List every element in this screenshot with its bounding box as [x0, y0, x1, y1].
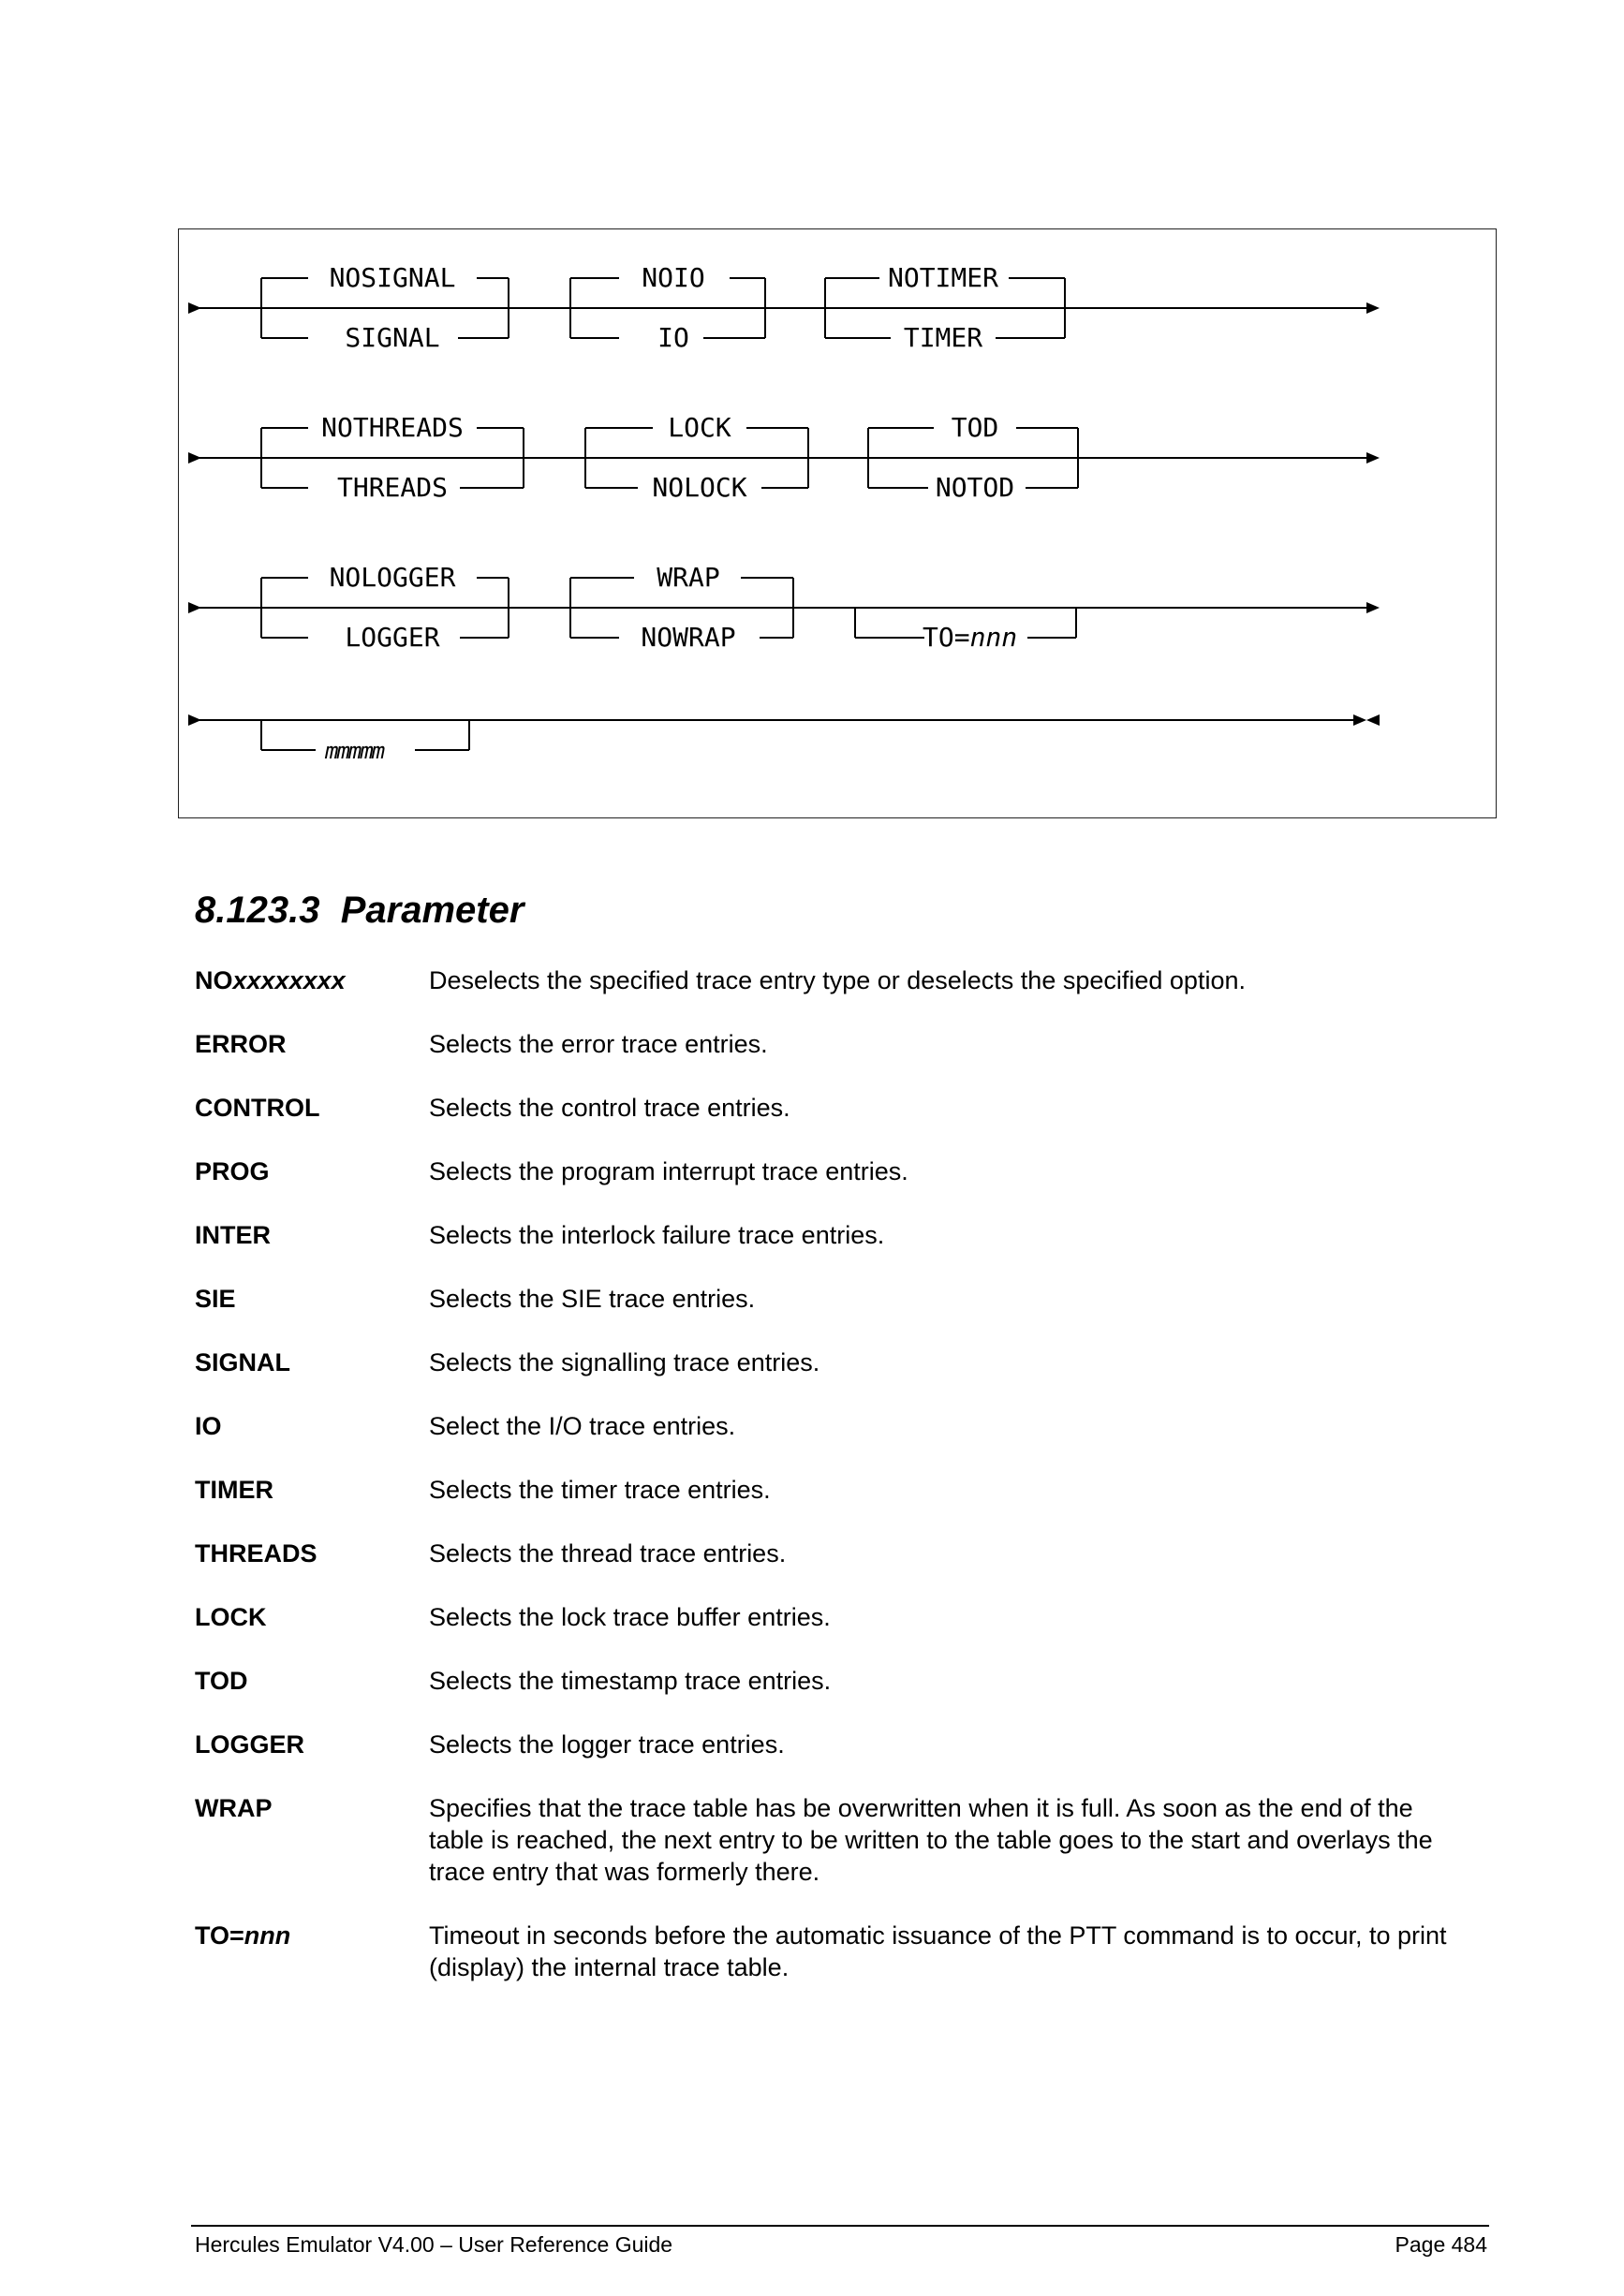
parameter-name-variable: xxxxxxxx — [232, 966, 346, 994]
syntax-row-3 — [188, 562, 1380, 653]
parameter-name — [195, 1665, 248, 1697]
diagram-option: IO — [657, 322, 689, 353]
section-number: 8.123.3 — [195, 890, 320, 931]
parameter-row — [195, 1092, 1459, 1124]
parameter-row — [195, 1665, 1459, 1697]
parameter-name-text: SIE — [195, 1285, 236, 1313]
parameter-row — [195, 1920, 1459, 1983]
parameter-name — [195, 964, 346, 996]
parameter-name-text: SIGNAL — [195, 1348, 291, 1376]
diagram-option: NOIO — [642, 262, 705, 293]
parameter-name — [195, 1538, 317, 1569]
diagram-option: TOD — [951, 412, 999, 443]
diagram-option: LOGGER — [345, 622, 440, 653]
section-heading — [195, 890, 524, 932]
parameter-name-text: IO — [195, 1412, 222, 1440]
parameter-description: Selects the error trace entries. — [429, 1030, 768, 1058]
diagram-option: LOCK — [668, 412, 731, 443]
parameter-description: Selects the interlock failure trace entries. — [429, 1221, 885, 1249]
parameter-row — [195, 1729, 1459, 1760]
diagram-option: NOTOD — [935, 472, 1015, 503]
parameter-description: Selects the program interrupt trace entries. — [429, 1157, 908, 1185]
parameter-row — [195, 1028, 1459, 1060]
parameter-name — [195, 1601, 267, 1633]
parameter-description: Selects the control trace entries. — [429, 1094, 790, 1122]
diagram-option: NOLOGGER — [329, 562, 456, 593]
parameter-description: Selects the timer trace entries. — [429, 1476, 771, 1504]
parameter-name — [195, 1092, 319, 1124]
parameter-description: Selects the SIE trace entries. — [429, 1285, 756, 1313]
footer-document-title: Hercules Emulator V4.00 – User Reference Guide — [195, 2232, 673, 2257]
diagram-option: WRAP — [657, 562, 720, 593]
diagram-option: NOSIGNAL — [329, 262, 456, 293]
parameter-row — [195, 964, 1459, 996]
diagram-option: TO=nnn — [923, 622, 1018, 653]
parameter-row — [195, 1538, 1459, 1569]
parameter-name-text: TIMER — [195, 1476, 273, 1504]
syntax-diagram-graphic — [179, 229, 1496, 817]
diagram-option: SIGNAL — [345, 322, 440, 353]
parameter-name-text: THREADS — [195, 1539, 317, 1567]
parameter-name-text: NO — [195, 966, 233, 994]
parameter-name-text: LOCK — [195, 1603, 267, 1631]
parameter-name — [195, 1028, 287, 1060]
syntax-row-1 — [188, 262, 1380, 353]
parameter-name-text: INTER — [195, 1221, 271, 1249]
parameter-description: Timeout in seconds before the automatic issuance of the PTT command is to occur, to print (display) the internal trace table. — [429, 1921, 1447, 1981]
parameter-description: Selects the signalling trace entries. — [429, 1348, 820, 1376]
parameter-row — [195, 1601, 1459, 1633]
parameter-name-text: WRAP — [195, 1794, 273, 1822]
parameter-description: Selects the logger trace entries. — [429, 1730, 785, 1759]
parameter-list — [195, 964, 1459, 2015]
parameter-name — [195, 1729, 304, 1760]
parameter-row — [195, 1410, 1459, 1442]
syntax-row-4 — [188, 714, 1380, 764]
parameter-row — [195, 1474, 1459, 1506]
parameter-name-text: ERROR — [195, 1030, 287, 1058]
parameter-row — [195, 1283, 1459, 1315]
parameter-row — [195, 1792, 1459, 1888]
parameter-description: Selects the lock trace buffer entries. — [429, 1603, 831, 1631]
parameter-name-text: CONTROL — [195, 1094, 320, 1122]
parameter-name-text: TOD — [195, 1667, 248, 1695]
parameter-name — [195, 1410, 222, 1442]
parameter-name-text: TO= — [195, 1921, 244, 1950]
diagram-option: NOTHREADS — [321, 412, 464, 443]
syntax-diagram — [178, 228, 1497, 818]
diagram-option: THREADS — [336, 472, 449, 503]
parameter-description: Selects the thread trace entries. — [429, 1539, 787, 1567]
parameter-name — [195, 1920, 290, 1951]
footer-divider — [191, 2225, 1489, 2227]
parameter-name — [195, 1792, 273, 1824]
diagram-option: NOLOCK — [652, 472, 747, 503]
parameter-name — [195, 1347, 290, 1378]
parameter-name — [195, 1219, 271, 1251]
section-title: Parameter — [340, 890, 524, 931]
parameter-name — [195, 1155, 270, 1187]
parameter-description: Select the I/O trace entries. — [429, 1412, 736, 1440]
parameter-name — [195, 1474, 273, 1506]
parameter-row — [195, 1347, 1459, 1378]
parameter-name-text: PROG — [195, 1157, 270, 1185]
parameter-name — [195, 1283, 236, 1315]
parameter-description: Selects the timestamp trace entries. — [429, 1667, 832, 1695]
parameter-name-text: LOGGER — [195, 1730, 305, 1759]
syntax-row-2 — [188, 412, 1380, 503]
diagram-option: NOWRAP — [641, 622, 736, 653]
parameter-description: Specifies that the trace table has be overwritten when it is full. As soon as the end of the table is reached, the next entry to be written to the table goes to the start and overlays the trace entry that was formerly there. — [429, 1794, 1433, 1886]
parameter-description: Deselects the specified trace entry type or deselects the specified option. — [429, 966, 1246, 994]
parameter-name-variable: nnn — [244, 1921, 291, 1950]
diagram-option: NOTIMER — [887, 262, 999, 293]
parameter-row — [195, 1219, 1459, 1251]
footer-page-number: Page 484 — [1395, 2232, 1487, 2257]
diagram-option: TIMER — [903, 322, 983, 353]
parameter-row — [195, 1155, 1459, 1187]
diagram-option: mmmmm — [325, 738, 384, 764]
